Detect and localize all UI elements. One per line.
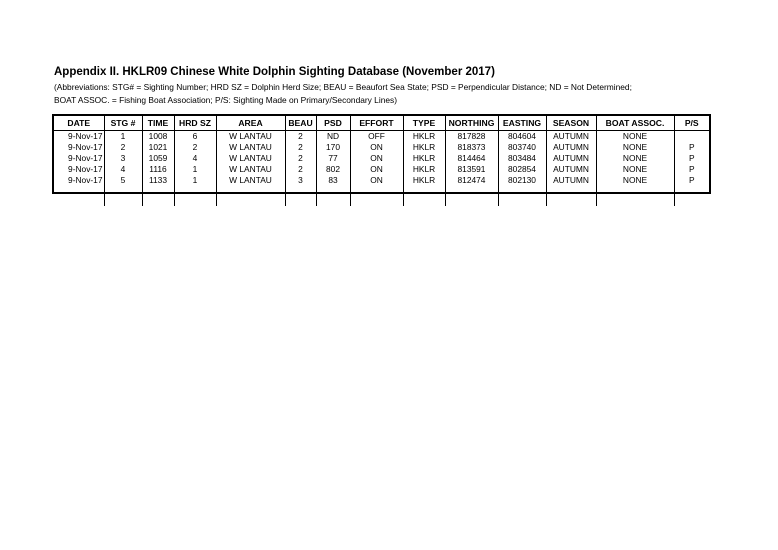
- table-cell: 9-Nov-17: [54, 153, 104, 164]
- table-header-row: [54, 116, 709, 131]
- table-cell: 803740: [498, 142, 546, 153]
- column-header: AREA: [216, 116, 285, 131]
- table-cell: 1133: [142, 175, 174, 186]
- table-cell: 3: [285, 175, 316, 186]
- table-cell: 170: [316, 142, 350, 153]
- table-cell: W LANTAU: [216, 164, 285, 175]
- table-cell: 9-Nov-17: [54, 131, 104, 143]
- table-row: [54, 142, 709, 153]
- table-row: [54, 175, 709, 186]
- table-cell: 812474: [445, 175, 498, 186]
- table-cell: 1021: [142, 142, 174, 153]
- table-cell: AUTUMN: [546, 131, 596, 143]
- table-cell: 1059: [142, 153, 174, 164]
- table-cell: 9-Nov-17: [54, 142, 104, 153]
- table-empty-cell: [54, 186, 104, 206]
- table-empty-cell: [285, 186, 316, 206]
- table-cell: 9-Nov-17: [54, 175, 104, 186]
- table-cell: OFF: [350, 131, 403, 143]
- table-cell: NONE: [596, 164, 674, 175]
- column-header: BOAT ASSOC.: [596, 116, 674, 131]
- table-cell: AUTUMN: [546, 142, 596, 153]
- table-empty-cell: [174, 186, 216, 206]
- table-empty-row: [54, 186, 709, 206]
- column-header: EASTING: [498, 116, 546, 131]
- table-row: [54, 164, 709, 175]
- table-cell: 2: [285, 164, 316, 175]
- table-cell: HKLR: [403, 131, 445, 143]
- table-cell: 2: [285, 153, 316, 164]
- table-cell: HKLR: [403, 175, 445, 186]
- table-cell: 803484: [498, 153, 546, 164]
- table-cell: 1: [174, 175, 216, 186]
- table-cell: 9-Nov-17: [54, 164, 104, 175]
- table-cell: [674, 131, 709, 143]
- column-header: SEASON: [546, 116, 596, 131]
- table-cell: 804604: [498, 131, 546, 143]
- table-cell: HKLR: [403, 142, 445, 153]
- table-row: [54, 153, 709, 164]
- table-cell: AUTUMN: [546, 164, 596, 175]
- table-empty-cell: [498, 186, 546, 206]
- table-cell: 2: [285, 131, 316, 143]
- table-cell: NONE: [596, 175, 674, 186]
- table-cell: 1116: [142, 164, 174, 175]
- table-cell: ND: [316, 131, 350, 143]
- column-header: EFFORT: [350, 116, 403, 131]
- table-cell: NONE: [596, 142, 674, 153]
- table-empty-cell: [674, 186, 709, 206]
- table-cell: 83: [316, 175, 350, 186]
- column-header: NORTHING: [445, 116, 498, 131]
- table-cell: HKLR: [403, 164, 445, 175]
- table-cell: P: [688, 142, 695, 152]
- table-empty-cell: [403, 186, 445, 206]
- table-cell: 802854: [498, 164, 546, 175]
- table-cell: AUTUMN: [546, 175, 596, 186]
- column-header: HRD SZ: [174, 116, 216, 131]
- abbreviations-note: [54, 81, 632, 106]
- table-empty-cell: [350, 186, 403, 206]
- table-row: [54, 131, 709, 143]
- abbreviations-line-2: BOAT ASSOC. = Fishing Boat Association; P/S: Sighting Made on Primary/Secondary Lines): [54, 94, 397, 105]
- table-cell: ON: [350, 153, 403, 164]
- table-cell: P: [688, 153, 695, 163]
- table-cell: 814464: [445, 153, 498, 164]
- table-cell: ON: [350, 164, 403, 175]
- table-cell: ON: [350, 142, 403, 153]
- document-title: Appendix II. HKLR09 Chinese White Dolphin Sighting Database (November 2017): [54, 66, 495, 78]
- table-cell: 2: [174, 142, 216, 153]
- table-empty-cell: [142, 186, 174, 206]
- table-cell: AUTUMN: [546, 153, 596, 164]
- column-header: TIME: [142, 116, 174, 131]
- table-cell: 2: [285, 142, 316, 153]
- table-cell: 2: [104, 142, 142, 153]
- table-cell: 4: [104, 164, 142, 175]
- table-cell: P: [688, 175, 695, 185]
- table-cell: W LANTAU: [216, 175, 285, 186]
- table-cell: 4: [174, 153, 216, 164]
- table-empty-cell: [216, 186, 285, 206]
- column-header: PSD: [316, 116, 350, 131]
- column-header: TYPE: [403, 116, 445, 131]
- table-cell: 802: [316, 164, 350, 175]
- table-cell: 1008: [142, 131, 174, 143]
- table-cell: 77: [316, 153, 350, 164]
- table-cell: 818373: [445, 142, 498, 153]
- table-cell: 6: [174, 131, 216, 143]
- table-empty-cell: [316, 186, 350, 206]
- table-cell: W LANTAU: [216, 142, 285, 153]
- column-header: P/S: [674, 116, 709, 131]
- table-cell: 802130: [498, 175, 546, 186]
- sighting-table: [54, 116, 709, 206]
- table-cell: 1: [104, 131, 142, 143]
- sighting-table-frame: [52, 114, 711, 194]
- table-cell: HKLR: [403, 153, 445, 164]
- table-empty-cell: [445, 186, 498, 206]
- table-cell: NONE: [596, 131, 674, 143]
- table-empty-cell: [104, 186, 142, 206]
- table-cell: NONE: [596, 153, 674, 164]
- column-header: DATE: [54, 116, 104, 131]
- table-empty-cell: [596, 186, 674, 206]
- column-header: STG #: [104, 116, 142, 131]
- table-cell: 813591: [445, 164, 498, 175]
- table-cell: 1: [174, 164, 216, 175]
- table-empty-cell: [546, 186, 596, 206]
- table-cell: W LANTAU: [216, 131, 285, 143]
- table-cell: 817828: [445, 131, 498, 143]
- table-cell: ON: [350, 175, 403, 186]
- abbreviations-line-1: (Abbreviations: STG# = Sighting Number; HRD SZ = Dolphin Herd Size; BEAU = Beaufort Sea State; PSD = Perpendicular Distance; ND = Not Determined;: [54, 82, 632, 92]
- table-cell: W LANTAU: [216, 153, 285, 164]
- table-cell: 3: [104, 153, 142, 164]
- table-cell: P: [688, 164, 695, 174]
- table-cell: 5: [104, 175, 142, 186]
- column-header: BEAU: [285, 116, 316, 131]
